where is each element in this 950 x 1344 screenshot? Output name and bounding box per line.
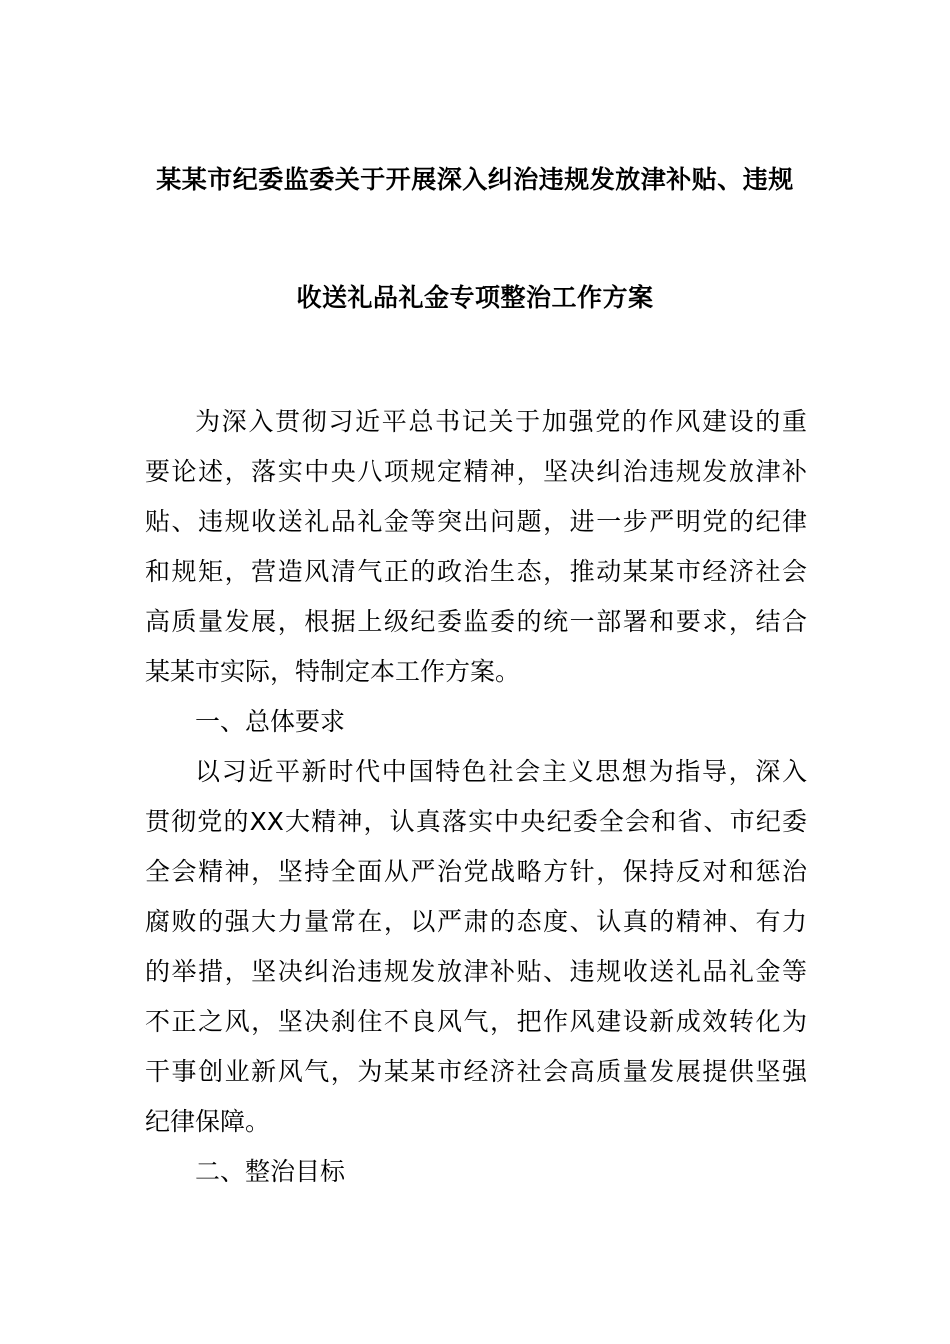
body-line-9: 贯彻党的XX大精神，认真落实中央纪委全会和省、市纪委 bbox=[145, 807, 807, 836]
body-line-1: 为深入贯彻习近平总书记关于加强党的作风建设的重 bbox=[195, 407, 807, 436]
body-line-3: 贴、违规收送礼品礼金等突出问题，进一步严明党的纪律 bbox=[145, 507, 807, 536]
body-line-6: 某某市实际，特制定本工作方案。 bbox=[145, 657, 521, 686]
body-line-10: 全会精神，坚持全面从严治党战略方针，保持反对和惩治 bbox=[145, 857, 807, 886]
body-line-15: 纪律保障。 bbox=[145, 1107, 271, 1136]
section-heading-2: 二、整治目标 bbox=[195, 1157, 346, 1186]
body-line-4: 和规矩，营造风清气正的政治生态，推动某某市经济社会 bbox=[145, 557, 807, 586]
body-line-5: 高质量发展，根据上级纪委监委的统一部署和要求，结合 bbox=[145, 607, 807, 636]
document-body bbox=[145, 404, 807, 1204]
body-line-14: 干事创业新风气，为某某市经济社会高质量发展提供坚强 bbox=[145, 1057, 807, 1086]
document-title-line-1: 某某市纪委监委关于开展深入纠治违规发放津补贴、违规 bbox=[156, 165, 794, 194]
document-title-line-2: 收送礼品礼金专项整治工作方案 bbox=[296, 283, 654, 312]
body-line-8: 以习近平新时代中国特色社会主义思想为指导，深入 bbox=[195, 757, 807, 786]
body-line-2: 要论述，落实中央八项规定精神，坚决纠治违规发放津补 bbox=[145, 457, 807, 486]
body-line-12: 的举措，坚决纠治违规发放津补贴、违规收送礼品礼金等 bbox=[145, 957, 807, 986]
body-line-11: 腐败的强大力量常在，以严肃的态度、认真的精神、有力 bbox=[145, 907, 807, 936]
section-heading-1: 一、总体要求 bbox=[195, 707, 346, 736]
body-line-13: 不正之风，坚决刹住不良风气，把作风建设新成效转化为 bbox=[145, 1007, 807, 1036]
